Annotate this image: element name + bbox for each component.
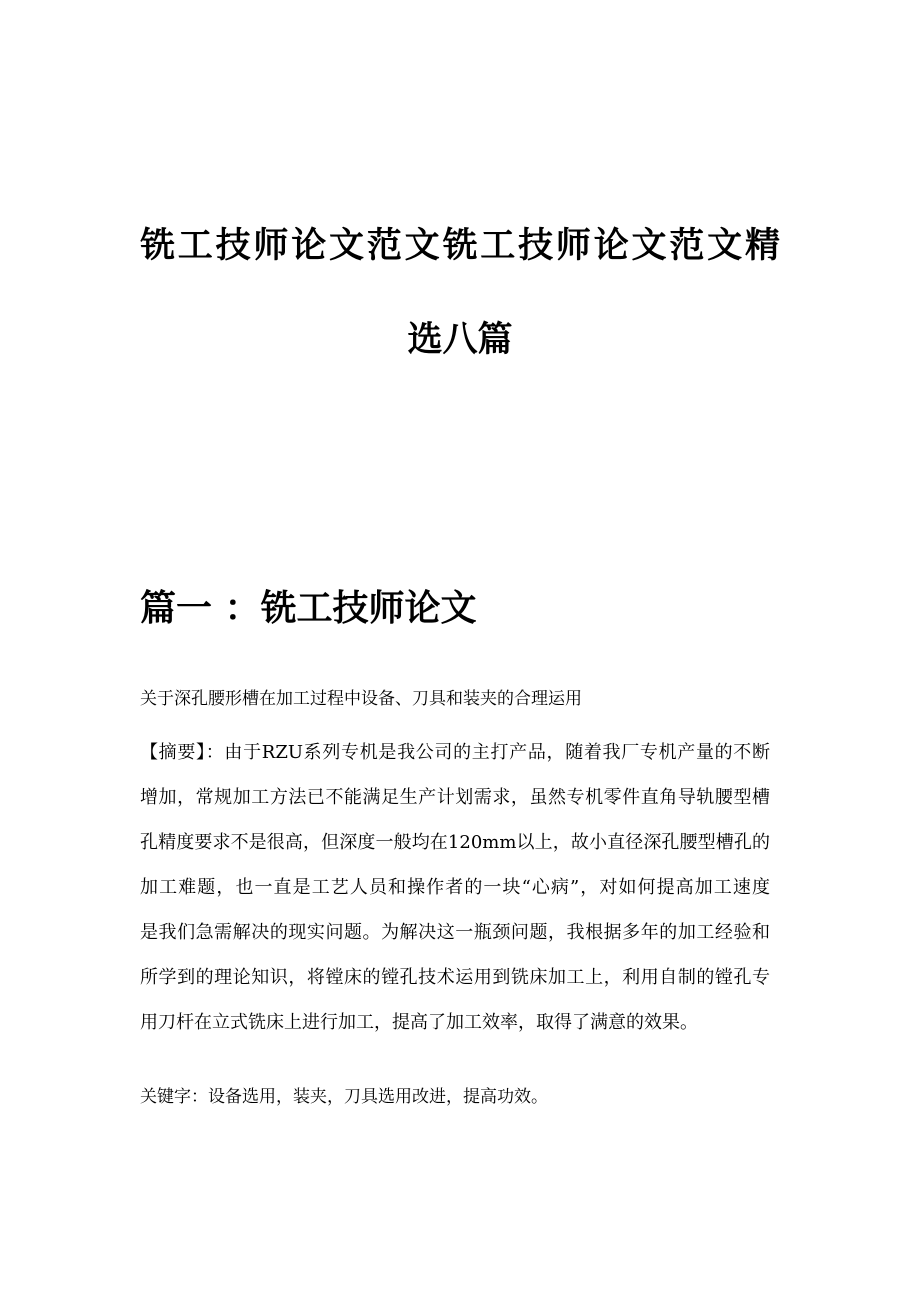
document-title-line-2: 选八篇 [407, 319, 513, 360]
abstract-line: 增加，常规加工方法已不能满足生产计划需求，虽然专机零件直角导轨腰型槽 [140, 787, 770, 808]
abstract-line: 用刀杆在立式铣床上进行加工，提高了加工效率，取得了满意的效果。 [140, 1012, 698, 1033]
abstract-line: 加工难题，也一直是工艺人员和操作者的一块“心病”，对如何提高加工速度 [140, 877, 770, 898]
abstract-line: 孔精度要求不是很高，但深度一般均在120mm以上，故小直径深孔腰型槽孔的 [140, 832, 770, 853]
abstract-line: 是我们急需解决的现实问题。为解决这一瓶颈问题，我根据多年的加工经验和 [140, 922, 770, 943]
abstract-line: 【摘要】：由于RZU系列专机是我公司的主打产品，随着我厂专机产量的不断 [140, 742, 770, 763]
abstract-paragraph [140, 730, 770, 1045]
article-subtitle: 关于深孔腰形槽在加工过程中设备、刀具和装夹的合理运用 [140, 689, 582, 709]
section-heading: 篇一 ：铣工技师论文 [140, 587, 477, 629]
abstract-line: 所学到的理论知识，将镗床的镗孔技术运用到铣床加工上，利用自制的镗孔专 [140, 967, 770, 988]
keywords: 关键字：设备选用，装夹，刀具选用改进，提高功效。 [140, 1087, 548, 1107]
document-title-line-1: 铣工技师论文范文铣工技师论文范文精 [140, 225, 780, 266]
